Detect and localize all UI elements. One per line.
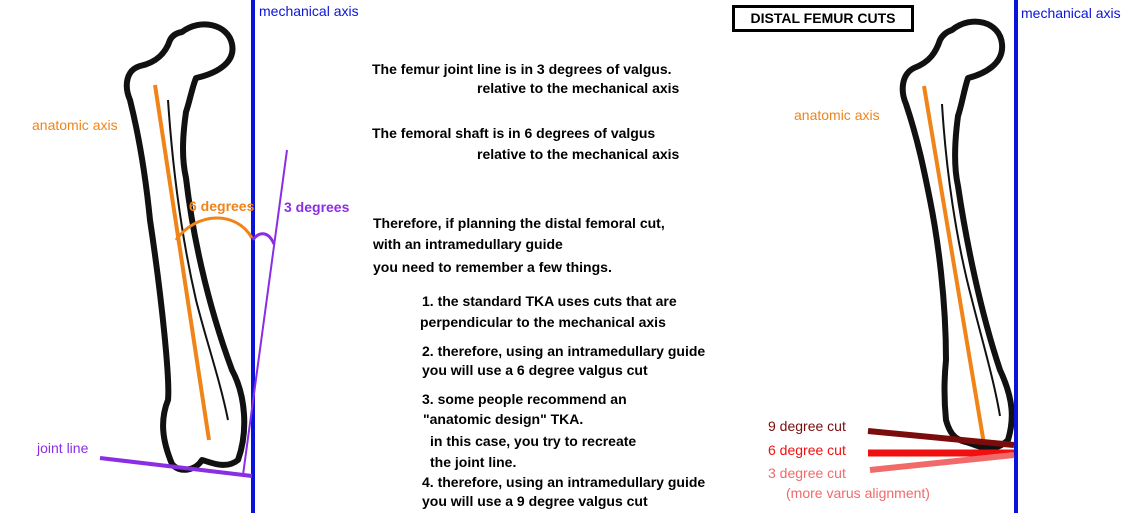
page-title: DISTAL FEMUR CUTS [732,5,914,32]
paragraph-2-line-2: relative to the mechanical axis [477,146,680,162]
list-item-2-line-2: you will use a 6 degree valgus cut [422,362,648,378]
list-item-2-line-1: 2. therefore, using an intramedullary guide [422,343,706,359]
left-femur-bone [127,24,244,469]
cut-3-degree-label: 3 degree cut [768,465,846,481]
list-item-1-line-1: 1. the standard TKA uses cuts that are [422,293,677,309]
angle-3-degrees-arc [253,234,274,244]
joint-line-label: joint line [37,440,89,456]
paragraph-3-line-2: with an intramedullary guide [373,236,563,252]
cut-3-degree-line [870,455,1014,470]
list-item-3-line-1: 3. some people recommend an [422,391,627,407]
paragraph-3-line-3: you need to remember a few things. [373,259,612,275]
paragraph-1-line-2: relative to the mechanical axis [477,80,680,96]
left-mechanical-axis-label: mechanical axis [259,3,359,19]
right-mechanical-axis-label: mechanical axis [1021,5,1121,21]
list-item-3-line-4: the joint line. [430,454,517,470]
list-item-4-line-2: you will use a 9 degree valgus cut [422,493,648,509]
left-anatomic-axis-label: anatomic axis [32,117,118,133]
right-anatomic-axis-label: anatomic axis [794,107,880,123]
angle-3-degrees-label: 3 degrees [284,199,350,215]
list-item-3-line-2: "anatomic design" TKA. [423,411,584,427]
paragraph-2-line-1: The femoral shaft is in 6 degrees of valgus [372,125,656,141]
cut-3-degree-note: (more varus alignment) [786,485,930,501]
cut-9-degree-label: 9 degree cut [768,418,846,434]
angle-6-degrees-label: 6 degrees [189,198,255,214]
list-item-1-line-2: perpendicular to the mechanical axis [420,314,666,330]
paragraph-1-line-1: The femur joint line is in 3 degrees of valgus. [372,61,672,77]
paragraph-3-line-1: Therefore, if planning the distal femoral cut, [373,215,665,231]
list-item-3-line-3: in this case, you try to recreate [430,433,637,449]
right-femur-bone [903,22,1012,448]
list-item-4-line-1: 4. therefore, using an intramedullary guide [422,474,706,490]
cut-6-degree-label: 6 degree cut [768,442,846,458]
